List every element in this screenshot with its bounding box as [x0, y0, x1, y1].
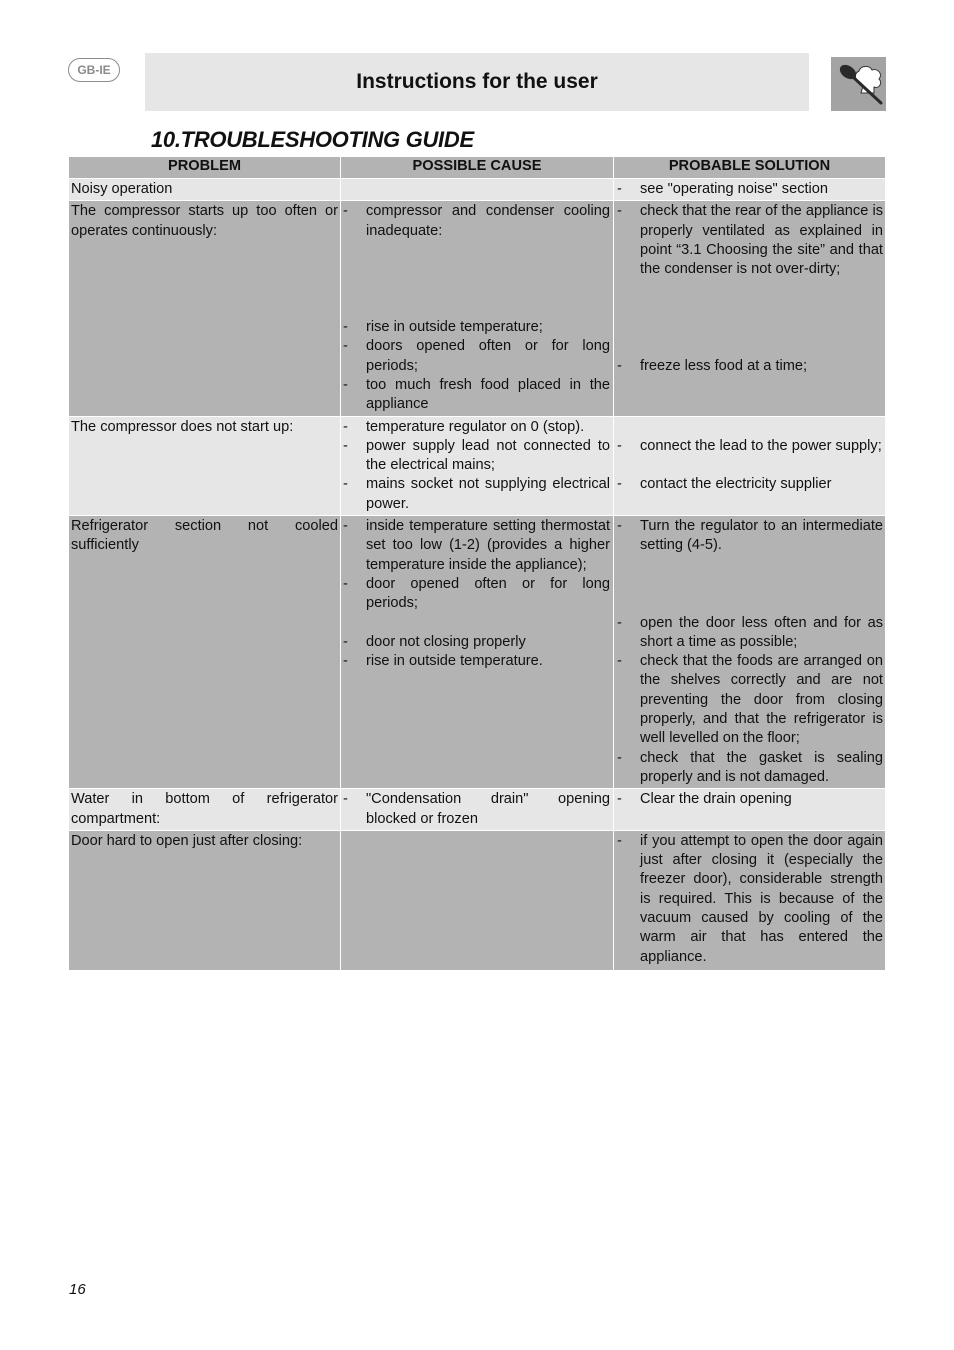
list-item — [343, 517, 610, 575]
list-item — [617, 202, 883, 279]
list-item — [617, 437, 883, 456]
cause-cell — [341, 831, 614, 970]
solution-cell — [614, 417, 885, 515]
dash-bullet: - — [617, 614, 622, 631]
cause-cell — [341, 789, 614, 830]
solution-text: check that the foods are arranged on the shelves correctly and are not preventing the door from closing properly, and that the refrigerator is well levelled on the floor; — [640, 653, 883, 747]
solution-text: if you attempt to open the door again just after closing it (especially the freezer door), considerable strength is required. This is because of the vacuum caused by cooling of the warm air that has entered the appliance. — [640, 832, 883, 965]
cause-text: compressor and condenser cooling inadequate: — [366, 203, 610, 239]
solution-text: check that the gasket is sealing properly and is not damaged. — [640, 749, 883, 785]
solution-cell — [614, 516, 885, 788]
list-item — [343, 318, 610, 337]
dash-bullet: - — [343, 476, 348, 493]
column-header-cause: POSSIBLE CAUSE — [341, 157, 614, 178]
list-item — [617, 357, 883, 376]
dash-bullet: - — [343, 633, 348, 650]
cause-text: door opened often or for long periods; — [366, 575, 610, 612]
table-row — [69, 788, 885, 830]
list-item — [617, 749, 883, 788]
dash-bullet: - — [343, 418, 348, 435]
cause-cell — [341, 417, 614, 515]
table-header-row — [69, 157, 885, 178]
solution-text: Clear the drain opening — [640, 791, 792, 808]
table-row — [69, 416, 885, 515]
section-title: 10.TROUBLESHOOTING GUIDE — [151, 127, 474, 152]
table-row — [69, 178, 885, 200]
cause-text: "Condensation drain" opening blocked or frozen — [366, 791, 610, 827]
cause-text: power supply lead not connected to the electrical mains; — [366, 437, 610, 474]
solution-text: check that the rear of the appliance is properly ventilated as explained in point “3.1 Choosing the site” and that the condenser is not over-dirty; — [640, 203, 883, 278]
dash-bullet: - — [617, 653, 622, 670]
column-header-problem: PROBLEM — [69, 157, 341, 178]
problem-cell: Water in bottom of refrigerator compartment: — [69, 789, 341, 830]
list-item — [343, 475, 610, 514]
list-item — [617, 517, 883, 556]
dash-bullet: - — [343, 653, 348, 670]
list-item — [617, 180, 883, 199]
cause-text: mains socket not supplying electrical power. — [366, 476, 610, 512]
list-item — [617, 614, 883, 653]
table-row — [69, 830, 885, 970]
dash-bullet: - — [617, 749, 622, 766]
list-item — [343, 790, 610, 829]
solution-text: contact the electricity supplier — [640, 476, 832, 493]
list-item — [617, 790, 883, 809]
list-item — [343, 418, 610, 437]
dash-bullet: - — [617, 203, 622, 220]
troubleshooting-table — [69, 157, 885, 970]
dash-bullet: - — [343, 376, 348, 393]
header-bar — [145, 53, 809, 111]
solution-text: connect the lead to the power supply; — [640, 437, 882, 454]
list-item — [343, 202, 610, 241]
dash-bullet: - — [617, 437, 622, 454]
dash-bullet: - — [617, 476, 622, 493]
solution-text: open the door less often and for as short a time as possible; — [640, 614, 883, 650]
dash-bullet: - — [617, 791, 622, 808]
dash-bullet: - — [617, 357, 622, 374]
dash-bullet: - — [343, 518, 348, 535]
solution-text: Turn the regulator to an intermediate setting (4-5). — [640, 518, 883, 554]
dash-bullet: - — [617, 181, 622, 197]
list-item — [343, 575, 610, 614]
problem-cell: The compressor starts up too often or operates continuously: — [69, 201, 341, 415]
list-item — [617, 832, 883, 967]
table-row — [69, 200, 885, 415]
cause-text: rise in outside temperature; — [366, 319, 543, 336]
dash-bullet: - — [343, 203, 348, 220]
cause-text: rise in outside temperature. — [366, 653, 543, 670]
problem-cell: Refrigerator section not cooled sufficiently — [69, 516, 341, 788]
region-badge: GB-IE — [68, 58, 120, 82]
problem-cell: Door hard to open just after closing: — [69, 831, 341, 970]
solution-cell — [614, 201, 885, 415]
cause-text: doors opened often or for long periods; — [366, 338, 610, 374]
dash-bullet: - — [343, 437, 348, 454]
table-row — [69, 515, 885, 788]
solution-cell — [614, 179, 885, 200]
list-item — [617, 475, 883, 494]
cause-text: temperature regulator on 0 (stop). — [366, 418, 585, 435]
solution-text: freeze less food at a time; — [640, 357, 808, 374]
cause-cell — [341, 201, 614, 415]
cause-cell — [341, 179, 614, 200]
cause-text: inside temperature setting thermostat set too low (1-2) (provides a higher temperature inside the appliance); — [366, 518, 610, 573]
dash-bullet: - — [343, 575, 348, 592]
cause-cell — [341, 516, 614, 788]
cause-text: door not closing properly — [366, 633, 526, 650]
list-item — [617, 652, 883, 748]
dash-bullet: - — [343, 791, 348, 808]
column-header-solution: PROBABLE SOLUTION — [668, 158, 831, 174]
dash-bullet: - — [343, 338, 348, 355]
page-title: Instructions for the user — [356, 70, 598, 93]
dash-bullet: - — [343, 319, 348, 336]
solution-cell — [614, 789, 885, 830]
list-item — [343, 337, 610, 376]
solution-text: see "operating noise" section — [640, 181, 829, 197]
dash-bullet: - — [617, 518, 622, 535]
cause-text: too much fresh food placed in the appliance — [366, 376, 610, 413]
list-item — [343, 633, 610, 652]
dash-bullet: - — [617, 832, 622, 849]
problem-cell: Noisy operation — [69, 179, 341, 200]
problem-cell: The compressor does not start up: — [69, 417, 341, 515]
list-item — [343, 652, 610, 671]
page-number: 16 — [69, 1281, 86, 1298]
list-item — [343, 437, 610, 476]
list-item — [343, 376, 610, 415]
solution-cell — [614, 831, 885, 970]
chef-hat-spoon-icon — [831, 57, 886, 111]
